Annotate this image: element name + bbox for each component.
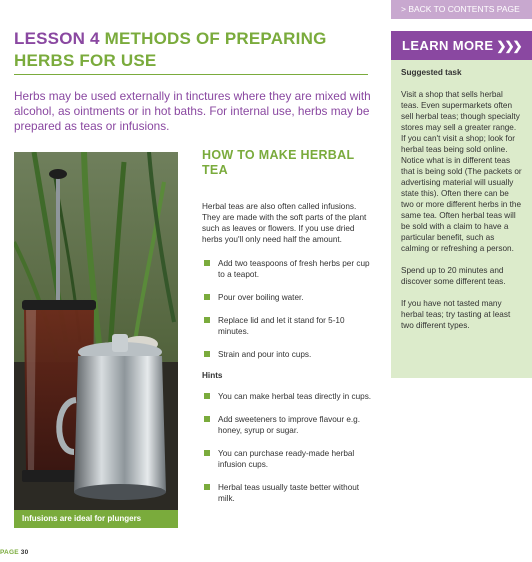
task-paragraph: If you have not tasted many herbal teas; try tasting at least two different types. [401, 299, 511, 330]
title-divider [14, 74, 368, 75]
steps-list [202, 258, 374, 360]
square-bullet-icon [204, 484, 210, 490]
list-item: You can make herbal teas directly in cups. [202, 391, 374, 402]
learn-more-banner [391, 31, 532, 60]
intro-paragraph: Herbs may be used externally in tinctures where they are mixed with alcohol, as ointments or in hot baths. For internal use, herbs may be prepared as teas or infusions. [14, 89, 371, 133]
task-paragraph: Visit a shop that sells herbal teas. Even supermarkets often sell herbal teas; though specialty stores may sell a greater range. If you can't visit a shop; look for herbal teas being sold online. Notice what is in different teas that is being sold (The packets or advertising material will usually state this). Often there can be two or more different herbs in the same tea. Often herbal teas will be sold with a claim to have a particular benefit, such as calming or refreshing a person. [401, 90, 522, 253]
page-label: PAGE [0, 549, 19, 556]
recipe-column [202, 148, 374, 516]
photo-illustration [14, 152, 178, 528]
square-bullet-icon [204, 260, 210, 266]
list-item: Add two teaspoons of fresh herbs per cup to a teapot. [202, 258, 374, 280]
learn-more-label: LEARN MORE [402, 38, 494, 53]
task-heading: Suggested task [401, 68, 462, 77]
photo-caption: Infusions are ideal for plungers [14, 510, 178, 528]
list-item: Herbal teas usually taste better without milk. [202, 482, 374, 504]
section-heading: HOW TO MAKE HERBAL TEA [202, 148, 355, 177]
lesson-number: LESSON 4 [14, 29, 100, 48]
triple-chevron-right-icon: ❯❯❯ [496, 39, 521, 53]
square-bullet-icon [204, 393, 210, 399]
tea-plunger-photo [14, 152, 178, 528]
hints-list [202, 391, 374, 504]
page-number-value: 30 [20, 549, 29, 556]
square-bullet-icon [204, 416, 210, 422]
task-paragraph: Spend up to 20 minutes and discover some different teas. [401, 266, 506, 286]
square-bullet-icon [204, 351, 210, 357]
list-item: Pour over boiling water. [202, 292, 374, 303]
square-bullet-icon [204, 294, 210, 300]
square-bullet-icon [204, 450, 210, 456]
page-number [0, 549, 28, 556]
suggested-task-panel [391, 60, 532, 378]
list-item: You can purchase ready-made herbal infusion cups. [202, 448, 374, 470]
list-item: Add sweeteners to improve flavour e.g. honey, syrup or sugar. [202, 414, 374, 436]
list-item: Strain and pour into cups. [202, 349, 374, 360]
square-bullet-icon [204, 317, 210, 323]
lesson-title [14, 28, 374, 72]
hints-label: Hints [202, 371, 223, 380]
section-body: Herbal teas are also often called infusions. They are made with the soft parts of the plant such as leaves or flowers. If you use dried herbs you'll only need half the amount. [202, 202, 367, 244]
lesson-title-text: METHODS OF PREPARING HERBS FOR USE [14, 29, 327, 70]
back-to-contents-button[interactable]: > BACK TO CONTENTS PAGE [391, 0, 532, 19]
list-item: Replace lid and let it stand for 5-10 minutes. [202, 315, 374, 337]
